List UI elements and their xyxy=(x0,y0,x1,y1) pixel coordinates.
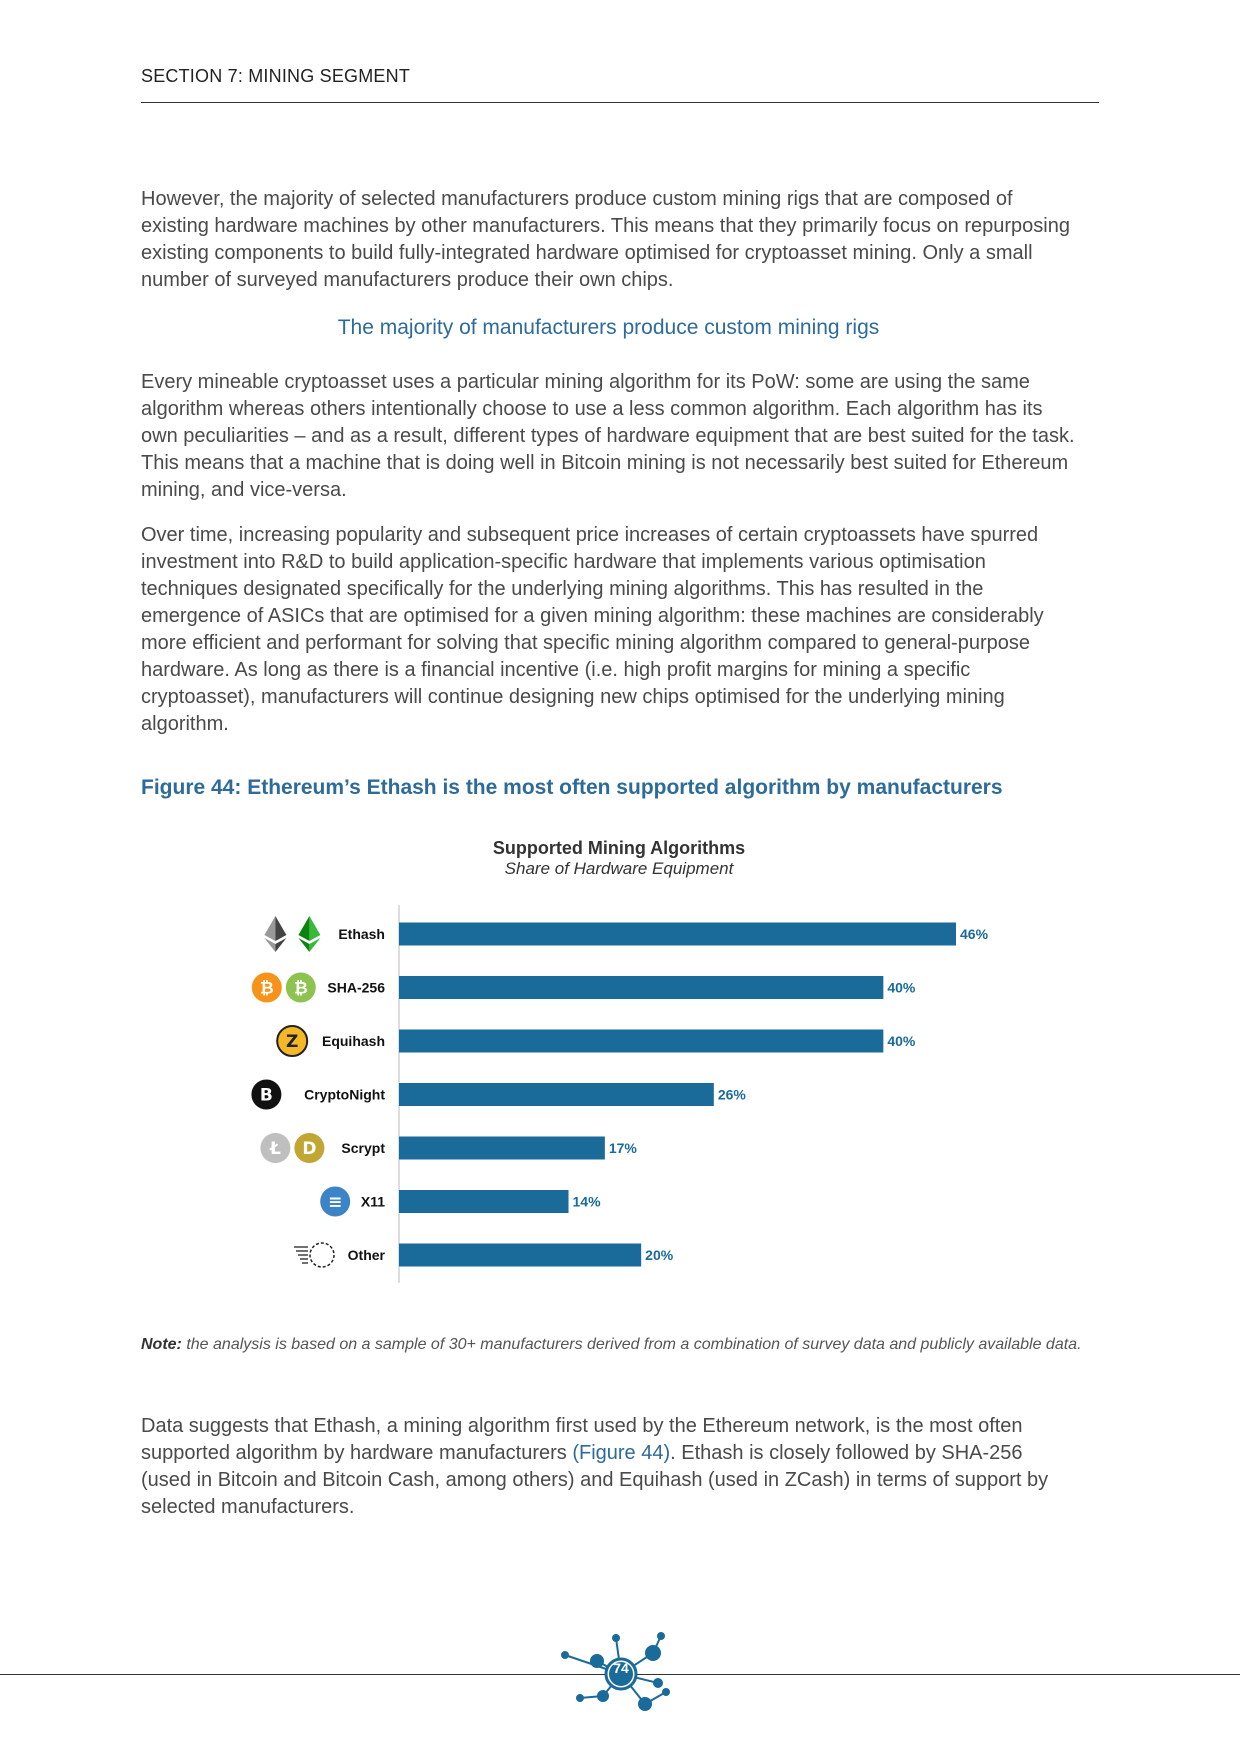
category-label-scrypt: Scrypt xyxy=(341,1140,385,1156)
svg-text:Z: Z xyxy=(286,1032,299,1052)
svg-text:₿: ₿ xyxy=(293,978,308,999)
category-label-equihash: Equihash xyxy=(321,1033,385,1049)
svg-text:≡: ≡ xyxy=(328,1192,343,1213)
value-label-equihash: 40% xyxy=(887,1033,916,1049)
other-icon xyxy=(294,1243,334,1267)
category-label-cryptonight: CryptoNight xyxy=(304,1086,385,1103)
paragraph-4 xyxy=(141,1413,1076,1521)
value-label-cryptonight: 26% xyxy=(717,1086,746,1103)
value-label-sha-256: 40% xyxy=(887,979,916,996)
svg-text:₿: ₿ xyxy=(259,978,274,999)
bar-ethash xyxy=(399,923,956,946)
paragraph-2: Every mineable cryptoasset uses a particular mining algorithm for its PoW: some are using the same algorithm whereas others intentionally choose to use a less common algorithm. Each algorithm has its own peculiarities – and as a result, different types of hardware equipment that are best suited for the task. This means that a machine that is doing well in Bitcoin mining is not necessarily best suited for Ethereum mining, and vice-versa. xyxy=(141,371,1075,501)
ethereum-icon xyxy=(264,916,286,952)
bar-cryptonight xyxy=(399,1083,714,1106)
figure-note xyxy=(141,1334,1091,1355)
svg-text:Ł: Ł xyxy=(269,1139,281,1159)
paragraph-1: However, the majority of selected manufacturers produce custom mining rigs that are composed of existing hardware machines by other manufacturers. This means that they primarily focus on repurposing existing components to build fully-integrated hardware optimised for cryptoasset mining. Only a small number of surveyed manufacturers produce their own chips. xyxy=(141,188,1070,291)
bytecoin-icon xyxy=(251,1080,281,1110)
figure-title: Figure 44: Ethereum’s Ethash is the most often supported algorithm by manufacturers xyxy=(141,776,1003,799)
category-label-ethash: Ethash xyxy=(338,926,385,942)
bar-scrypt xyxy=(399,1137,605,1160)
page-number: 74 xyxy=(613,1660,629,1676)
chart-title: Supported Mining Algorithms xyxy=(492,838,746,858)
paragraph-3: Over time, increasing popularity and subsequent price increases of certain cryptoassets have spurred investment into R&D to build application-specific hardware that implements various optimisation techniques designated specifically for the underlying mining algorithms. This has resulted in the emergence of ASICs that are optimised for a given mining algorithm: these machines are considerably more efficient and performant for solving that specific mining algorithm compared to general-purpose hardware. As long as there is a financial incentive (i.e. high profit margins for mining a specific cryptoasset), manufacturers will continue designing new chips optimised for the underlying mining algorithm. xyxy=(141,524,1044,735)
bar-other xyxy=(399,1244,641,1267)
paragraph-4-start: Data suggests that Ethash, a mining algorithm first used by the Ethereum network, is the most often supported algorithm by hardware manufacturers xyxy=(141,1415,1023,1464)
svg-text:D: D xyxy=(302,1139,317,1159)
dash-icon xyxy=(320,1187,350,1217)
note-text: the analysis is based on a sample of 30+ manufacturers derived from a combination of survey data and publicly available data. xyxy=(181,1336,1082,1353)
zcash-icon xyxy=(277,1026,307,1056)
paragraph-4-end: . Ethash is closely followed by SHA-256 (used in Bitcoin and Bitcoin Cash, among others) and Equihash (used in ZCash) in terms of support by selected manufacturers. xyxy=(141,1442,1049,1518)
bar-equihash xyxy=(399,1030,883,1053)
category-label-x11: X11 xyxy=(360,1193,385,1210)
dogecoin-icon xyxy=(294,1133,324,1163)
note-label: Note: xyxy=(141,1336,182,1353)
figure-44-link[interactable]: (Figure 44) xyxy=(572,1442,671,1464)
ethereum-classic-icon xyxy=(298,916,320,952)
value-label-ethash: 46% xyxy=(960,926,989,942)
value-label-scrypt: 17% xyxy=(608,1140,637,1156)
subheading: The majority of manufacturers produce custom mining rigs xyxy=(337,316,880,339)
bitcoin-icon xyxy=(252,973,282,1003)
bar-sha-256 xyxy=(399,976,883,999)
category-label-other: Other xyxy=(347,1247,385,1263)
litecoin-icon xyxy=(260,1133,290,1163)
value-label-other: 20% xyxy=(645,1247,674,1263)
bar-x11 xyxy=(399,1190,569,1213)
svg-text:B: B xyxy=(259,1085,273,1106)
chart-subtitle: Share of Hardware Equipment xyxy=(504,859,734,878)
section-title: SECTION 7: MINING SEGMENT xyxy=(141,66,411,86)
category-label-sha-256: SHA-256 xyxy=(327,979,385,996)
value-label-x11: 14% xyxy=(572,1193,601,1210)
bitcoin-cash-icon xyxy=(286,973,316,1003)
